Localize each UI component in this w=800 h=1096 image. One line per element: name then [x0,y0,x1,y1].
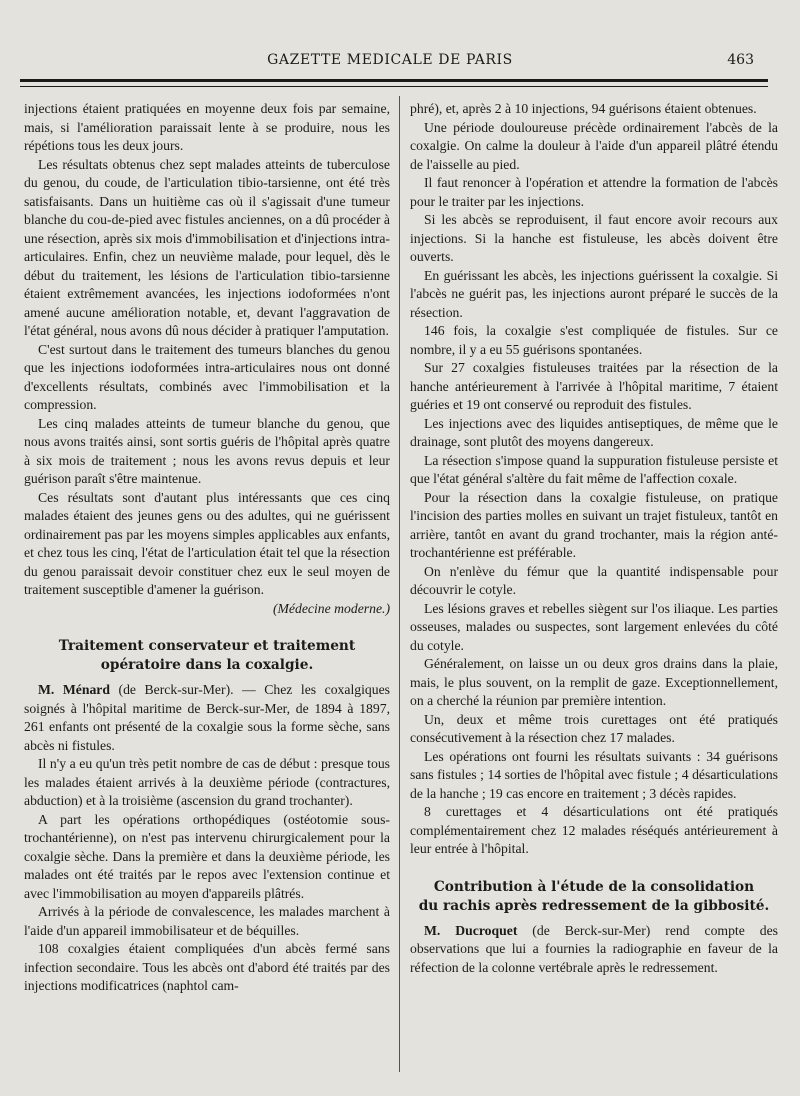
header-rule-thin [20,86,768,87]
source-citation: (Médecine moderne.) [272,600,390,616]
paragraph-text: (de Berck-sur-Mer). — Chez les coxalgiques soignés à l'hôpital maritime de Berck-sur-Mer, de 1894 à 1897, 261 enfants ont présenté de la coxalgie sous la forme sèche, sans abcès ni fistules. [24,682,390,753]
section-title-line: Traitement conservateur et traitement [58,638,356,654]
paragraph: Il n'y a eu qu'un très petit nombre de cas de début : presque tous les malades étaient arrivés à la deuxième période (contractures, abduction) et à la troisième (ascension du grand trochanter). [24,756,390,808]
paragraph: Les résultats obtenus chez sept malades atteints de tuberculose du genou, du coude, de l'articulation tibio-tarsienne, ont été très satisfaisants. Dans un huitième cas où il s'agissait d'une tumeur blanche du cou-de-pied avec fistules anciennes, on a dû procéder à une résection, après six mois d'immobilisation et d'injections intra-articulaires. Enfin, chez un neuvième malade, pour lequel, dès le début du traitement, les lésions de l'articulation tibio-tarsienne étaient extrêmement avancées, les injections iodoformées n'ont amené aucune amélioration notable, et, devant l'aggravation de l'état général, nous avons dû nous décider à pratiquer l'amputation. [24,156,390,338]
paragraph: injections étaient pratiquées en moyenne deux fois par semaine, mais, si l'amélioration paraissait lente à se produire, nous les répétions tous les deux jours. [24,101,390,153]
paragraph: Les opérations ont fourni les résultats suivants : 34 guérisons sans fistules ; 14 sorties de l'hôpital avec fistule ; 4 désarticulations de la hanche ; 19 cas encore en traitement ; 3 décès rapides. [410,748,778,801]
section-title-line: Contribution à l'étude de la consolidation [433,878,755,895]
header-rule-thick [20,79,768,82]
paragraph: A part les opérations orthopédiques (ostéotomie sous-trochantérienne), on n'est pas intervenu chirurgicalement pour la coxalgie sèche. Dans la première et dans la deuxième période, les malades ont été traités par le repos avec l'extension continue et avec l'immobilisation au moyen d'appareils plâtrés. [24,811,390,901]
section-title [410,878,778,916]
paragraph: Il faut renoncer à l'opération et attendre la formation de l'abcès pour le traiter par les injections. [410,175,778,209]
section-title-line: du rachis après redressement de la gibbosité. [418,897,770,914]
paragraph: Une période douloureuse précède ordinairement l'abcès de la coxalgie. On calme la douleur à l'aide d'un appareil plâtré étendu de l'aisselle au pied. [410,119,778,172]
paragraph-text: (de Berck-sur-Mer) rend compte des observations que lui a fournies la radiographie en faveur de la réfection de la colonne vertébrale après le redressement. [410,922,778,975]
paragraph: Arrivés à la période de convalescence, les malades marchent à l'aide d'un appareil immobilisateur et de béquilles. [24,904,390,938]
paragraph: phré), et, après 2 à 10 injections, 94 guérisons étaient obtenues. [410,101,757,116]
page-number: 463 [727,52,754,68]
section-title-line: opératoire dans la coxalgie. [100,657,314,673]
paragraph: Sur 27 coxalgies fistuleuses traitées par la résection de la hanche antérieurement à l'arrivée à l'hôpital maritime, 7 étaient guéries et 19 ont conservé ou reproduit des fistules. [410,360,778,412]
paragraph: Généralement, on laisse un ou deux gros drains dans la plaie, mais, le plus souvent, on la remplit de gaze. Exceptionnellement, on a cherché la réunion par première intention. [410,656,778,708]
paragraph: La résection s'impose quand la suppuration fistuleuse persiste et que l'état général s'altère du fait même de l'affection coxale. [410,452,778,486]
paragraph: Ces résultats sont d'autant plus intéressants que ces cinq malades étaient des jeunes gens ou des adultes, qui ne guérissent ordinairement pas par les moyens simples applicables aux enfants, et chez tous les cinq, l'état de l'articulation était tel que la résection du genou paraissait devoir constituer chez eux le seul moyen de traitement susceptible d'amener la guérison. [24,489,390,597]
column-divider [399,96,400,1072]
paragraph: 8 curettages et 4 désarticulations ont été pratiqués complémentairement chez 12 malades réséqués antérieurement à leur entrée à l'hôpital. [410,804,778,856]
paragraph: Les lésions graves et rebelles siègent sur l'os iliaque. Les parties osseuses, malades ou suspectes, sont largement enlevées du côté du cotyle. [410,600,778,653]
right-column [410,100,778,1080]
paragraph: En guérissant les abcès, les injections guérissent la coxalgie. Si l'abcès ne guérit pas, les injections auront préparé le succès de la résection. [410,267,778,320]
running-title: GAZETTE MEDICALE DE PARIS [267,52,513,68]
paragraph: On n'enlève du fémur que la quantité indispensable pour découvrir le cotyle. [410,563,778,597]
paragraph [410,922,778,978]
author-name: M. Ménard [38,682,110,697]
paragraph: C'est surtout dans le traitement des tumeurs blanches du genou que les injections iodoformées intra-articulaires nous ont donné d'excellents résultats, combinés avec l'immobilisation et la compression. [24,341,390,412]
section-title [24,637,390,675]
paragraph: 146 fois, la coxalgie s'est compliquée de fistules. Sur ce nombre, il y a eu 55 guérisons spontanées. [410,323,778,357]
paragraph [24,681,390,755]
page-header [20,50,760,72]
paragraph: Pour la résection dans la coxalgie fistuleuse, on pratique l'incision des parties molles en suivant un trajet fistuleux, tantôt en arrière, tantôt en avant du grand trochanter, mais la région anté-trochantérienne est préférable. [410,489,778,560]
paragraph: Les cinq malades atteints de tumeur blanche du genou, que nous avons traités ainsi, sont sortis guéris de l'hôpital après quatre à six mois de traitement ; nous les avons revus depuis et leur guérison paraît s'être maintenue. [24,415,390,486]
author-name: M. Ducroquet [424,922,518,938]
left-column [24,100,390,1080]
paragraph: Un, deux et même trois curettages ont été pratiqués consécutivement à la résection chez 17 malades. [410,711,778,745]
paragraph: Les injections avec des liquides antiseptiques, de même que le drainage, sont plutôt des moyens dangereux. [410,415,778,449]
paragraph: Si les abcès se reproduisent, il faut encore avoir recours aux injections. Si la hanche est fistuleuse, les abcès doivent être ouverts. [410,212,778,264]
paragraph: 108 coxalgies étaient compliquées d'un abcès fermé sans infection secondaire. Tous les abcès ont d'abord été traités par des injections modificatrices (naphtol cam- [24,941,390,993]
